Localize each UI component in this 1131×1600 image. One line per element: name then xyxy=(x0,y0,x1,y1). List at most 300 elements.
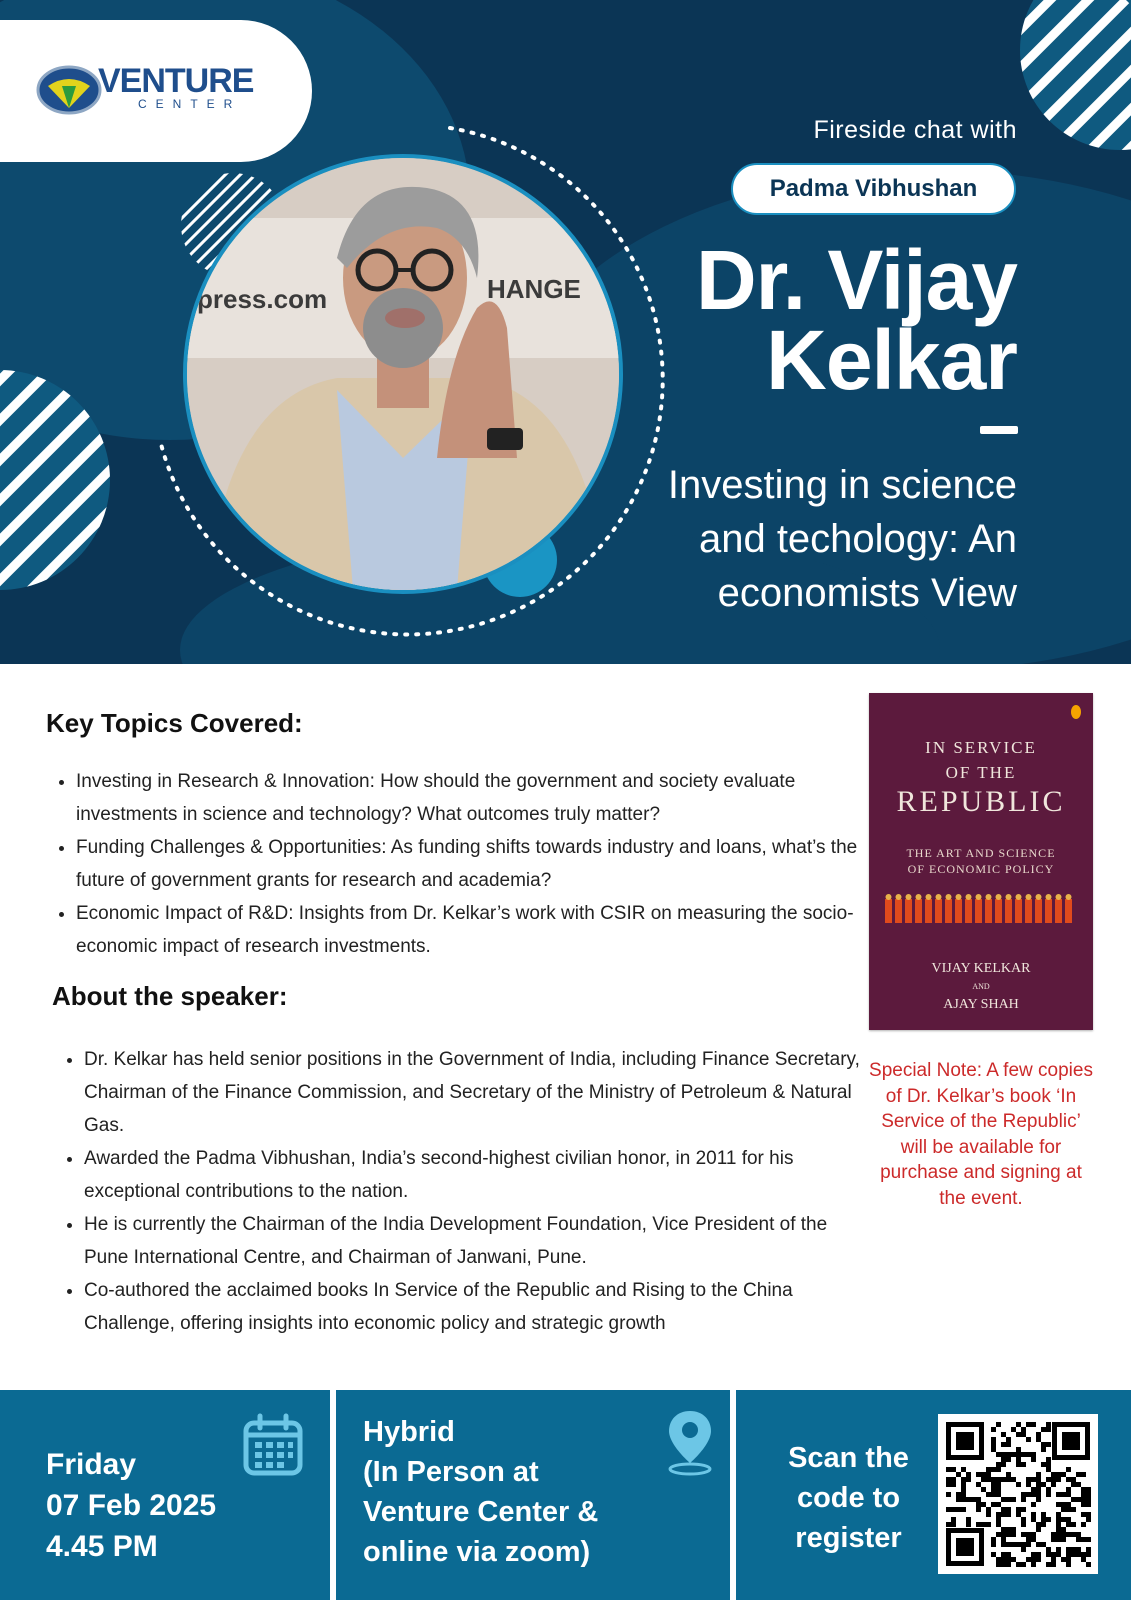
qr-module xyxy=(1046,1462,1051,1467)
qr-module xyxy=(1031,1537,1036,1542)
qr-module xyxy=(1046,1477,1051,1482)
qr-module xyxy=(1011,1452,1016,1457)
qr-module xyxy=(1021,1492,1026,1497)
qr-module xyxy=(1051,1557,1056,1562)
qr-module xyxy=(1016,1542,1021,1547)
qr-module xyxy=(1001,1562,1006,1567)
qr-module xyxy=(1016,1512,1021,1517)
qr-module xyxy=(1081,1552,1086,1557)
qr-module xyxy=(1056,1492,1061,1497)
qr-module xyxy=(1061,1532,1066,1537)
qr-module xyxy=(1061,1537,1066,1542)
qr-module xyxy=(1036,1432,1041,1437)
qr-module xyxy=(991,1467,996,1472)
qr-module xyxy=(1086,1512,1091,1517)
qr-module xyxy=(1001,1442,1006,1447)
qr-module xyxy=(976,1502,981,1507)
qr-module xyxy=(1081,1502,1086,1507)
qr-module xyxy=(1086,1492,1091,1497)
qr-module xyxy=(961,1492,966,1497)
qr-module xyxy=(1046,1547,1051,1552)
qr-module xyxy=(1041,1522,1046,1527)
register-line: code to xyxy=(796,1482,901,1514)
qr-module xyxy=(1026,1557,1031,1562)
qr-module xyxy=(1041,1447,1046,1452)
qr-module xyxy=(1046,1442,1051,1447)
book-subtitle-line: THE ART AND SCIENCE xyxy=(906,846,1056,860)
list-item: • He is currently the Chairman of the India Development Foundation, Vice President of the Pune International Centre, and Chairman of Janwani, Pune. xyxy=(84,1208,864,1274)
qr-module xyxy=(1031,1422,1036,1427)
calendar-icon xyxy=(243,1413,303,1477)
qr-module xyxy=(1046,1517,1051,1522)
hero-banner xyxy=(0,0,1131,664)
qr-module xyxy=(966,1522,971,1527)
qr-module xyxy=(991,1447,996,1452)
qr-module xyxy=(1036,1477,1041,1482)
qr-module xyxy=(1031,1562,1036,1567)
qr-module xyxy=(1026,1477,1031,1482)
qr-module xyxy=(996,1462,1001,1467)
qr-module xyxy=(1041,1427,1046,1432)
speaker-name-line1: Dr. Vijay xyxy=(695,233,1017,327)
qr-module xyxy=(1011,1542,1016,1547)
book-cover xyxy=(869,693,1093,1030)
qr-module xyxy=(1071,1522,1076,1527)
qr-module xyxy=(1036,1437,1041,1442)
qr-module xyxy=(1031,1517,1036,1522)
qr-module xyxy=(1061,1507,1066,1512)
qr-module xyxy=(1086,1562,1091,1567)
qr-module xyxy=(1016,1562,1021,1567)
qr-module xyxy=(966,1477,971,1482)
qr-module xyxy=(1066,1477,1071,1482)
list-item: • Economic Impact of R&D: Insights from Dr. Kelkar’s work with CSIR on measuring the socio-economic impact of research investments. xyxy=(76,897,876,963)
book-subtitle xyxy=(869,845,1093,877)
qr-module xyxy=(1021,1452,1026,1457)
qr-module xyxy=(1001,1532,1006,1537)
qr-module xyxy=(1001,1552,1006,1557)
qr-module xyxy=(991,1537,996,1542)
qr-module xyxy=(1081,1522,1086,1527)
book-authors xyxy=(869,955,1093,1019)
qr-module xyxy=(1001,1512,1006,1517)
qr-module xyxy=(1006,1437,1011,1442)
publisher-logo-icon xyxy=(1071,705,1081,719)
qr-module xyxy=(1046,1492,1051,1497)
qr-module xyxy=(1031,1502,1036,1507)
qr-module xyxy=(946,1477,951,1482)
qr-module xyxy=(1071,1477,1076,1482)
qr-module xyxy=(1026,1542,1031,1547)
qr-module xyxy=(996,1562,1001,1567)
qr-module xyxy=(1006,1562,1011,1567)
qr-module xyxy=(1056,1552,1061,1557)
qr-module xyxy=(1051,1532,1056,1537)
qr-module xyxy=(991,1482,996,1487)
qr-module xyxy=(1006,1532,1011,1537)
speaker-name xyxy=(695,233,1017,407)
talk-title-line: and techology: An xyxy=(698,517,1017,561)
qr-module xyxy=(1031,1512,1036,1517)
title-divider xyxy=(980,426,1018,434)
topics-heading: Key Topics Covered: xyxy=(46,708,303,738)
logo-sub: CENTER xyxy=(138,97,242,111)
qr-module xyxy=(1071,1507,1076,1512)
qr-module xyxy=(951,1467,956,1472)
qr-module xyxy=(961,1507,966,1512)
qr-module xyxy=(1036,1482,1041,1487)
qr-module xyxy=(991,1502,996,1507)
event-mode-line: (In Person at xyxy=(363,1456,539,1488)
qr-module xyxy=(1071,1552,1076,1557)
qr-module xyxy=(1021,1427,1026,1432)
qr-module xyxy=(991,1437,996,1442)
qr-module xyxy=(951,1517,956,1522)
qr-module xyxy=(961,1487,966,1492)
qr-module xyxy=(976,1497,981,1502)
qr-module xyxy=(996,1557,1001,1562)
event-mode-line: Hybrid xyxy=(363,1416,455,1448)
qr-module xyxy=(1061,1527,1066,1532)
qr-module xyxy=(1021,1542,1026,1547)
qr-module xyxy=(1026,1537,1031,1542)
qr-module xyxy=(1011,1427,1016,1432)
qr-module xyxy=(1001,1527,1006,1532)
qr-module xyxy=(986,1512,991,1517)
event-day: Friday xyxy=(46,1448,137,1481)
talk-title-line: economists View xyxy=(717,571,1017,615)
footer-divider xyxy=(730,1390,736,1600)
qr-module xyxy=(1041,1542,1046,1547)
qr-module xyxy=(1066,1467,1071,1472)
qr-module xyxy=(1036,1497,1041,1502)
qr-module xyxy=(1061,1517,1066,1522)
qr-module xyxy=(1076,1497,1081,1502)
qr-module xyxy=(991,1477,996,1482)
qr-module xyxy=(956,1497,961,1502)
qr-module xyxy=(1066,1552,1071,1557)
qr-module xyxy=(1006,1557,1011,1562)
qr-module xyxy=(1001,1497,1006,1502)
qr-module xyxy=(1066,1517,1071,1522)
list-item: • Awarded the Padma Vibhushan, India’s second-highest civilian honor, in 2011 for his exceptional contributions to the nation. xyxy=(84,1142,864,1208)
qr-module xyxy=(1081,1537,1086,1542)
qr-module xyxy=(1086,1517,1091,1522)
qr-module xyxy=(956,1492,961,1497)
qr-module xyxy=(1001,1432,1006,1437)
qr-module xyxy=(1086,1537,1091,1542)
qr-module xyxy=(1071,1497,1076,1502)
list-item: • Co-authored the acclaimed books In Service of the Republic and Rising to the China Challenge, offering insights into economic policy and strategic growth xyxy=(84,1274,864,1340)
qr-module xyxy=(1006,1497,1011,1502)
qr-module xyxy=(1016,1452,1021,1457)
qr-module xyxy=(976,1472,981,1477)
qr-module xyxy=(996,1422,1001,1427)
speaker-heading: About the speaker: xyxy=(52,981,288,1011)
qr-module xyxy=(1056,1512,1061,1517)
venture-center-logo-icon xyxy=(36,64,102,116)
qr-module xyxy=(961,1477,966,1482)
qr-module xyxy=(946,1467,951,1472)
qr-module xyxy=(996,1487,1001,1492)
qr-module xyxy=(1021,1547,1026,1552)
qr-module xyxy=(1086,1487,1091,1492)
book-figures-illustration xyxy=(885,893,1077,933)
qr-module xyxy=(1041,1517,1046,1522)
qr-module xyxy=(1011,1497,1016,1502)
qr-module xyxy=(951,1482,956,1487)
qr-module xyxy=(1066,1557,1071,1562)
qr-module xyxy=(1056,1472,1061,1477)
qr-module xyxy=(991,1487,996,1492)
book-author: VIJAY KELKAR xyxy=(931,961,1031,976)
qr-module xyxy=(1071,1482,1076,1487)
book-author: AJAY SHAH xyxy=(943,997,1019,1012)
book-title-line: OF THE xyxy=(945,763,1017,782)
qr-module xyxy=(1001,1462,1006,1467)
backdrop-text-2: HANGE xyxy=(487,274,581,304)
speaker-portrait-illustration xyxy=(187,158,619,590)
qr-module xyxy=(1041,1482,1046,1487)
qr-module xyxy=(961,1482,966,1487)
qr-module xyxy=(1061,1492,1066,1497)
qr-module xyxy=(1041,1462,1046,1467)
qr-module xyxy=(996,1502,1001,1507)
qr-module xyxy=(1066,1532,1071,1537)
qr-module xyxy=(1086,1552,1091,1557)
qr-module xyxy=(986,1467,991,1472)
qr-module xyxy=(1051,1562,1056,1567)
qr-module xyxy=(981,1487,986,1492)
speaker-name-line2: Kelkar xyxy=(766,313,1017,407)
qr-module xyxy=(956,1507,961,1512)
qr-module xyxy=(1066,1522,1071,1527)
qr-module xyxy=(1001,1507,1006,1512)
qr-module xyxy=(1061,1502,1066,1507)
qr-module xyxy=(1016,1432,1021,1437)
qr-module xyxy=(1021,1522,1026,1527)
qr-module xyxy=(1031,1477,1036,1482)
qr-module xyxy=(956,1472,961,1477)
qr-module xyxy=(1076,1532,1081,1537)
qr-module xyxy=(1021,1517,1026,1522)
qr-module xyxy=(961,1497,966,1502)
qr-code-graphic xyxy=(938,1414,1098,1574)
qr-module xyxy=(1036,1487,1041,1492)
qr-module xyxy=(1051,1482,1056,1487)
qr-module xyxy=(1041,1442,1046,1447)
qr-module xyxy=(1056,1532,1061,1537)
qr-module xyxy=(1056,1477,1061,1482)
qr-module xyxy=(1076,1547,1081,1552)
qr-module xyxy=(1081,1472,1086,1477)
logo-name: VENTURE xyxy=(98,62,254,100)
qr-module xyxy=(986,1507,991,1512)
event-date: 07 Feb 2025 xyxy=(46,1489,217,1522)
qr-module xyxy=(986,1522,991,1527)
qr-module xyxy=(991,1492,996,1497)
qr-module xyxy=(1026,1422,1031,1427)
qr-module xyxy=(986,1492,991,1497)
qr-module xyxy=(1051,1537,1056,1542)
qr-module xyxy=(1051,1552,1056,1557)
qr-module xyxy=(996,1482,1001,1487)
qr-module xyxy=(1036,1527,1041,1532)
qr-module xyxy=(1021,1562,1026,1567)
topics-list xyxy=(46,765,876,963)
qr-module xyxy=(1016,1482,1021,1487)
qr-module xyxy=(1001,1477,1006,1482)
qr-module xyxy=(1021,1532,1026,1537)
qr-module xyxy=(1081,1557,1086,1562)
qr-module xyxy=(1036,1522,1041,1527)
qr-module xyxy=(946,1492,951,1497)
list-item: • Funding Challenges & Opportunities: As funding shifts towards industry and loans, what’s the future of government grants for research and academia? xyxy=(76,831,876,897)
qr-module xyxy=(946,1522,951,1527)
qr-module xyxy=(1016,1462,1021,1467)
qr-module xyxy=(986,1472,991,1477)
logo-wordmark xyxy=(98,64,253,110)
event-mode-line: online via zoom) xyxy=(363,1536,591,1568)
qr-module xyxy=(981,1522,986,1527)
qr-module xyxy=(1046,1457,1051,1462)
qr-module xyxy=(1056,1502,1061,1507)
qr-module xyxy=(991,1552,996,1557)
qr-module xyxy=(1041,1512,1046,1517)
qr-module xyxy=(1046,1552,1051,1557)
qr-module xyxy=(1016,1447,1021,1452)
qr-module xyxy=(1031,1557,1036,1562)
qr-module xyxy=(1081,1497,1086,1502)
qr-module xyxy=(966,1517,971,1522)
qr-module xyxy=(1016,1457,1021,1462)
qr-module xyxy=(1001,1542,1006,1547)
qr-module xyxy=(1006,1512,1011,1517)
qr-module xyxy=(976,1507,981,1512)
qr-module xyxy=(1086,1497,1091,1502)
qr-module xyxy=(1051,1477,1056,1482)
qr-module xyxy=(1001,1457,1006,1462)
book-title-main: REPUBLIC xyxy=(896,785,1066,818)
book-and: AND xyxy=(972,982,990,991)
qr-module xyxy=(1031,1532,1036,1537)
book-subtitle-line: OF ECONOMIC POLICY xyxy=(907,862,1055,876)
qr-module xyxy=(1021,1507,1026,1512)
qr-module xyxy=(1016,1507,1021,1512)
qr-module xyxy=(991,1442,996,1447)
qr-module xyxy=(1046,1422,1051,1427)
qr-module xyxy=(1066,1547,1071,1552)
qr-module xyxy=(1026,1452,1031,1457)
qr-module xyxy=(1046,1467,1051,1472)
list-item: • Investing in Research & Innovation: How should the government and society evaluate investments in science and technology? What outcomes truly matter? xyxy=(76,765,876,831)
qr-module xyxy=(996,1532,1001,1537)
speaker-list xyxy=(54,1043,864,1340)
qr-module xyxy=(1046,1487,1051,1492)
qr-module xyxy=(1006,1477,1011,1482)
qr-module xyxy=(1026,1532,1031,1537)
qr-module xyxy=(1011,1527,1016,1532)
qr-module xyxy=(1066,1502,1071,1507)
qr-module xyxy=(1031,1487,1036,1492)
book-title-line: IN SERVICE xyxy=(925,738,1037,757)
qr-module xyxy=(1011,1477,1016,1482)
qr-module xyxy=(1026,1437,1031,1442)
qr-module xyxy=(951,1507,956,1512)
qr-module xyxy=(971,1497,976,1502)
qr-module xyxy=(1016,1422,1021,1427)
qr-module xyxy=(966,1497,971,1502)
qr-module xyxy=(1021,1497,1026,1502)
qr-module xyxy=(1036,1557,1041,1562)
qr-module xyxy=(996,1452,1001,1457)
qr-module xyxy=(1066,1492,1071,1497)
qr-module xyxy=(981,1502,986,1507)
event-time: 4.45 PM xyxy=(46,1530,158,1563)
talk-title-line: Investing in science xyxy=(667,463,1017,507)
qr-module xyxy=(1011,1532,1016,1537)
qr-module xyxy=(1006,1527,1011,1532)
qr-module xyxy=(996,1477,1001,1482)
qr-module xyxy=(1086,1502,1091,1507)
register-line: Scan the xyxy=(788,1442,909,1474)
qr-module xyxy=(1066,1507,1071,1512)
qr-module xyxy=(1056,1547,1061,1552)
special-note: Special Note: A few copies of Dr. Kelkar’s book ‘In Service of the Republic’ will be available for purchase and signing at the event. xyxy=(869,1060,1093,1209)
qr-module xyxy=(976,1482,981,1487)
event-type-label: Fireside chat with xyxy=(813,116,1017,144)
qr-module xyxy=(981,1477,986,1482)
qr-module xyxy=(1036,1472,1041,1477)
qr-module xyxy=(1036,1542,1041,1547)
registration-qr-code[interactable] xyxy=(938,1414,1098,1574)
qr-module xyxy=(991,1542,996,1547)
talk-title xyxy=(597,458,1017,620)
qr-module xyxy=(996,1492,1001,1497)
footer-divider xyxy=(330,1390,336,1600)
qr-module xyxy=(1036,1492,1041,1497)
qr-module xyxy=(1006,1457,1011,1462)
qr-module xyxy=(1066,1487,1071,1492)
qr-module xyxy=(1026,1482,1031,1487)
register-cta xyxy=(776,1438,921,1558)
qr-module xyxy=(1081,1512,1086,1517)
qr-module xyxy=(1031,1492,1036,1497)
list-item: • Dr. Kelkar has held senior positions in the Government of India, including Finance Secretary, Chairman of the Finance Commission, and Secretary of the Ministry of Petroleum & Natural Gas. xyxy=(84,1043,864,1142)
qr-module xyxy=(946,1507,951,1512)
qr-module xyxy=(1006,1452,1011,1457)
honor-badge: Padma Vibhushan xyxy=(731,163,1016,215)
qr-module xyxy=(1021,1432,1026,1437)
qr-module xyxy=(996,1512,1001,1517)
qr-module xyxy=(1061,1557,1066,1562)
qr-module xyxy=(1066,1562,1071,1567)
qr-module xyxy=(1061,1472,1066,1477)
qr-module xyxy=(1006,1472,1011,1477)
speaker-photo xyxy=(183,154,623,594)
backdrop-text-1: press.com xyxy=(197,284,328,314)
qr-module xyxy=(981,1472,986,1477)
qr-module xyxy=(1006,1442,1011,1447)
qr-module xyxy=(1051,1472,1056,1477)
qr-module xyxy=(991,1427,996,1432)
event-datetime xyxy=(46,1444,216,1567)
qr-module xyxy=(1056,1537,1061,1542)
qr-module xyxy=(1076,1552,1081,1557)
qr-module xyxy=(1046,1562,1051,1567)
register-line: register xyxy=(795,1522,902,1554)
qr-module xyxy=(1086,1547,1091,1552)
